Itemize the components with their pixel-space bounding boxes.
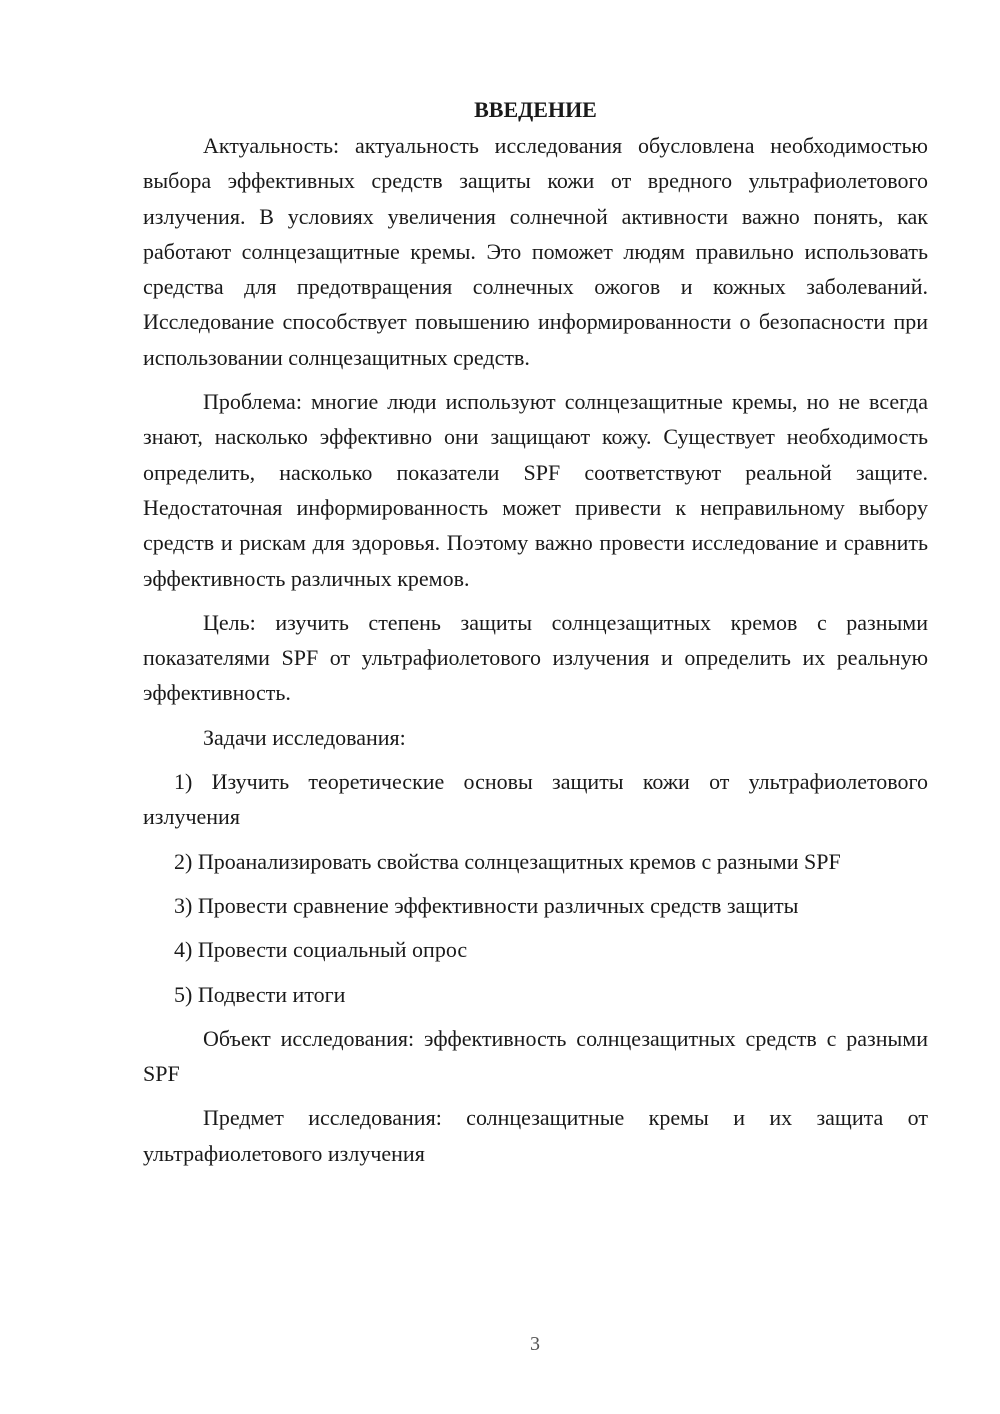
paragraph-problem: Проблема: многие люди используют солнцезащитные кремы, но не всегда знают, насколько эффективно они защищают кожу. Существует необходимость определить, насколько показатели SPF соответствуют реальной защите. Недостаточная информированность может привести к неправильному выбору средств и рискам для здоровья. Поэтому важно провести исследование и сравнить эффективность различных кремов. (143, 389, 928, 591)
page-number: 3 (530, 1333, 540, 1355)
paragraph-goal: Цель: изучить степень защиты солнцезащитных кремов с разными показателями SPF от ультрафиолетового излучения и определить их реальную эффективность. (143, 609, 928, 706)
list-item: 2) Проанализировать свойства солнцезащитных кремов с разными SPF (174, 848, 841, 874)
list-item: 5) Подвести итоги (174, 981, 346, 1007)
paragraph-object: Объект исследования: эффективность солнцезащитных средств с разными SPF (143, 1025, 928, 1087)
document-page (143, 92, 928, 1171)
tasks-heading: Задачи исследования: (203, 724, 406, 750)
page-title: ВВЕДЕНИЕ (474, 97, 597, 122)
list-item: 4) Провести социальный опрос (174, 937, 468, 963)
paragraph-subject: Предмет исследования: солнцезащитные кремы и их защита от ультрафиолетового излучения (143, 1105, 928, 1166)
list-item: 3) Провести сравнение эффективности различных средств защиты (174, 892, 799, 918)
paragraph-relevance: Актуальность: актуальность исследования обусловлена необходимостью выбора эффективных средств защиты кожи от вредного ультрафиолетового излучения. В условиях увеличения солнечной активности важно понять, как работают солнцезащитные кремы. Это поможет людям правильно использовать средства для предотвращения солнечных ожогов и кожных заболеваний. Исследование способствует повышению информированности о безопасности при использовании солнцезащитных средств. (143, 133, 928, 370)
tasks-list (143, 764, 928, 1012)
list-item: 1) Изучить теоретические основы защиты кожи от ультрафиолетового излучения (143, 769, 928, 830)
